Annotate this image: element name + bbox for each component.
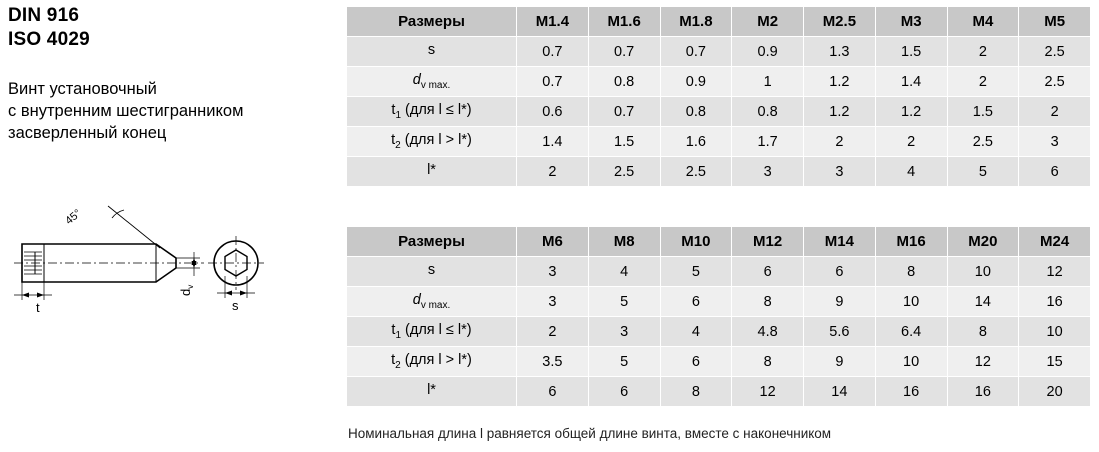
table2-row0-label: s — [347, 257, 517, 287]
table2-r4-c6: 16 — [947, 377, 1019, 407]
screw-technical-drawing — [8, 196, 338, 316]
table1-r1-c1: 0.8 — [588, 67, 660, 97]
table1-col-2: M1.8 — [660, 7, 732, 37]
table2-r2-c7: 10 — [1019, 317, 1091, 347]
table2-r0-c3: 6 — [732, 257, 804, 287]
table1-r2-c1: 0.7 — [588, 97, 660, 127]
table1-r0-c2: 0.7 — [660, 37, 732, 67]
table1-r2-c7: 2 — [1019, 97, 1091, 127]
table2-r0-c5: 8 — [875, 257, 947, 287]
standard-title — [8, 4, 338, 52]
dimensions-table-2-wrapper — [346, 226, 1091, 407]
table1-col-7: M5 — [1019, 7, 1091, 37]
table2-r4-c1: 6 — [588, 377, 660, 407]
table1-r1-c5: 1.4 — [875, 67, 947, 97]
table1-row4-label: l* — [347, 157, 517, 187]
table1-r1-c7: 2.5 — [1019, 67, 1091, 97]
table1-r3-c7: 3 — [1019, 127, 1091, 157]
table2-r0-c0: 3 — [517, 257, 589, 287]
product-description — [8, 78, 338, 144]
table2-r3-c7: 15 — [1019, 347, 1091, 377]
table2-r2-c1: 3 — [588, 317, 660, 347]
table1-r3-c2: 1.6 — [660, 127, 732, 157]
table-header-row — [347, 227, 1091, 257]
table2-row2-label: $t_1$ (для l ≤ l*) — [347, 317, 517, 347]
table2-row4-label: l* — [347, 377, 517, 407]
angle-label: 45° — [63, 207, 84, 228]
table2-r1-c3: 8 — [732, 287, 804, 317]
table2-r1-c7: 16 — [1019, 287, 1091, 317]
table2-col-7: M24 — [1019, 227, 1091, 257]
table1-r1-c4: 1.2 — [804, 67, 876, 97]
table1-r1-c0: 0.7 — [517, 67, 589, 97]
table1-r0-c4: 1.3 — [804, 37, 876, 67]
dimensions-table-2 — [346, 226, 1091, 407]
table2-r1-c4: 9 — [804, 287, 876, 317]
table-row — [347, 97, 1091, 127]
table1-col-6: M4 — [947, 7, 1019, 37]
table2-r4-c0: 6 — [517, 377, 589, 407]
table1-col-5: M3 — [875, 7, 947, 37]
table-row — [347, 37, 1091, 67]
table1-col-1: M1.6 — [588, 7, 660, 37]
table1-col-3: M2 — [732, 7, 804, 37]
table1-r2-c2: 0.8 — [660, 97, 732, 127]
table1-r3-c5: 2 — [875, 127, 947, 157]
table2-r2-c4: 5.6 — [804, 317, 876, 347]
table1-r4-c6: 5 — [947, 157, 1019, 187]
table2-r2-c3: 4.8 — [732, 317, 804, 347]
table2-col-1: M8 — [588, 227, 660, 257]
table1-r4-c1: 2.5 — [588, 157, 660, 187]
table1-header-label: Размеры — [347, 7, 517, 37]
table2-r0-c4: 6 — [804, 257, 876, 287]
dimensions-table-1-wrapper — [346, 6, 1091, 187]
left-column — [8, 0, 338, 452]
table1-r0-c7: 2.5 — [1019, 37, 1091, 67]
table2-r4-c4: 14 — [804, 377, 876, 407]
table2-r3-c4: 9 — [804, 347, 876, 377]
table1-r0-c0: 0.7 — [517, 37, 589, 67]
table1-r4-c7: 6 — [1019, 157, 1091, 187]
table1-r0-c3: 0.9 — [732, 37, 804, 67]
table2-row3-label: $t_2$ (для l > l*) — [347, 347, 517, 377]
table2-row1-label: $d_{v max.}$ — [347, 287, 517, 317]
table2-r0-c6: 10 — [947, 257, 1019, 287]
table1-r2-c5: 1.2 — [875, 97, 947, 127]
table2-r1-c5: 10 — [875, 287, 947, 317]
table2-r2-c2: 4 — [660, 317, 732, 347]
table-row — [347, 257, 1091, 287]
table2-r3-c1: 5 — [588, 347, 660, 377]
table-row — [347, 127, 1091, 157]
standard-iso: ISO 4029 — [8, 29, 90, 50]
table2-col-6: M20 — [947, 227, 1019, 257]
table2-header-label: Размеры — [347, 227, 517, 257]
table1-row3-label: $t_2$ (для l > l*) — [347, 127, 517, 157]
label-dv: $d_v$ — [178, 284, 195, 296]
table2-r4-c2: 8 — [660, 377, 732, 407]
table2-r0-c2: 5 — [660, 257, 732, 287]
table2-r3-c6: 12 — [947, 347, 1019, 377]
label-t: t — [36, 300, 40, 315]
table1-r1-c6: 2 — [947, 67, 1019, 97]
table-row — [347, 377, 1091, 407]
table1-col-0: M1.4 — [517, 7, 589, 37]
label-s: s — [232, 298, 239, 313]
table2-r3-c3: 8 — [732, 347, 804, 377]
table1-col-4: M2.5 — [804, 7, 876, 37]
table-row — [347, 347, 1091, 377]
dimensions-table-1 — [346, 6, 1091, 187]
table1-r1-c2: 0.9 — [660, 67, 732, 97]
description-line-3: засверленный конец — [8, 124, 167, 142]
table1-r4-c3: 3 — [732, 157, 804, 187]
table2-r4-c7: 20 — [1019, 377, 1091, 407]
table2-r2-c6: 8 — [947, 317, 1019, 347]
table2-r1-c6: 14 — [947, 287, 1019, 317]
table2-col-3: M12 — [732, 227, 804, 257]
table1-r4-c2: 2.5 — [660, 157, 732, 187]
table1-r3-c1: 1.5 — [588, 127, 660, 157]
table2-r3-c5: 10 — [875, 347, 947, 377]
description-line-1: Винт установочный — [8, 80, 157, 98]
table2-r1-c2: 6 — [660, 287, 732, 317]
table2-r2-c0: 2 — [517, 317, 589, 347]
table2-col-5: M16 — [875, 227, 947, 257]
table1-r2-c0: 0.6 — [517, 97, 589, 127]
table1-r4-c0: 2 — [517, 157, 589, 187]
table2-r4-c3: 12 — [732, 377, 804, 407]
table1-row0-label: s — [347, 37, 517, 67]
table1-r1-c3: 1 — [732, 67, 804, 97]
table1-r2-c4: 1.2 — [804, 97, 876, 127]
table1-r0-c1: 0.7 — [588, 37, 660, 67]
standard-din: DIN 916 — [8, 5, 80, 26]
description-line-2: с внутренним шестигранником — [8, 102, 244, 120]
table2-r4-c5: 16 — [875, 377, 947, 407]
table-row — [347, 67, 1091, 97]
table-row — [347, 317, 1091, 347]
table1-r4-c5: 4 — [875, 157, 947, 187]
table1-r3-c3: 1.7 — [732, 127, 804, 157]
table1-r0-c5: 1.5 — [875, 37, 947, 67]
table-header-row — [347, 7, 1091, 37]
table-row — [347, 157, 1091, 187]
table2-r3-c2: 6 — [660, 347, 732, 377]
table1-r0-c6: 2 — [947, 37, 1019, 67]
table2-r2-c5: 6.4 — [875, 317, 947, 347]
table1-r2-c3: 0.8 — [732, 97, 804, 127]
table1-row2-label: $t_1$ (для l ≤ l*) — [347, 97, 517, 127]
table2-r1-c1: 5 — [588, 287, 660, 317]
table1-r2-c6: 1.5 — [947, 97, 1019, 127]
table2-col-0: M6 — [517, 227, 589, 257]
table1-r3-c4: 2 — [804, 127, 876, 157]
table2-r1-c0: 3 — [517, 287, 589, 317]
table1-r4-c4: 3 — [804, 157, 876, 187]
table2-r0-c7: 12 — [1019, 257, 1091, 287]
table2-r0-c1: 4 — [588, 257, 660, 287]
table-row — [347, 287, 1091, 317]
footnote: Номинальная длина l равняется общей длине винта, вместе с наконечником — [348, 426, 832, 441]
table1-row1-label: $d_{v max.}$ — [347, 67, 517, 97]
table1-r3-c0: 1.4 — [517, 127, 589, 157]
table2-col-4: M14 — [804, 227, 876, 257]
table2-col-2: M10 — [660, 227, 732, 257]
table1-r3-c6: 2.5 — [947, 127, 1019, 157]
table2-r3-c0: 3.5 — [517, 347, 589, 377]
